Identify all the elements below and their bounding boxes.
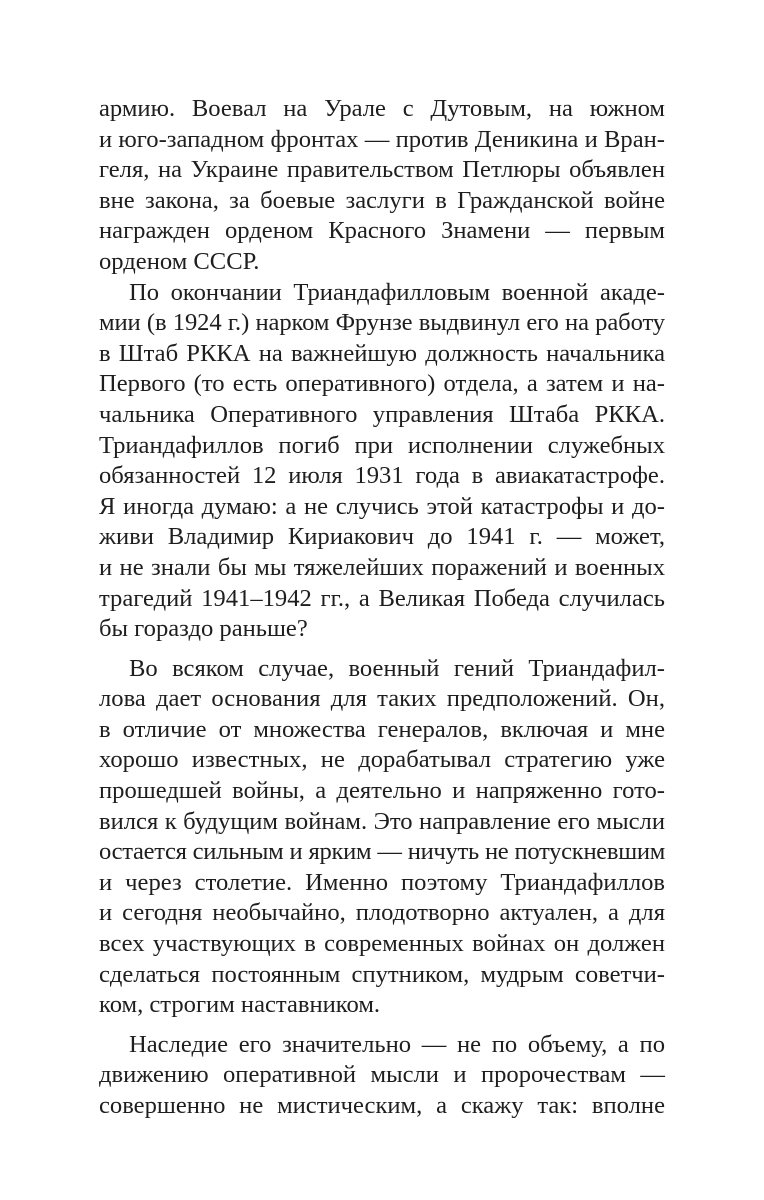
text-line: вне закона, за боевые заслуги в Гражданской войне [99,186,665,214]
book-page-text [99,94,665,1122]
text-line: остается сильным и ярким — ничуть не потускневшим [99,838,665,866]
text-line: живи Владимир Кириакович до 1941 г. — может, [99,523,665,551]
text-line: и сегодня необычайно, плодотворно актуален, а для [99,899,665,927]
paragraph-4 [99,1030,665,1122]
paragraph-1 [99,94,665,278]
text-line: геля, на Украине правительством Петлюры объявлен [99,156,665,184]
text-line: трагедий 1941–1942 гг., а Великая Победа случилась [99,584,665,612]
text-line: орденом СССР. [99,247,260,275]
text-line: ком, строгим наставником. [99,991,381,1019]
text-line: прошедшей войны, а деятельно и напряженно гото- [99,777,665,805]
text-line: Наследие его значительно — не по объему, а по [129,1030,665,1058]
text-line: обязанностей 12 июля 1931 года в авиакатастрофе. [99,462,665,490]
text-line: чальника Оперативного управления Штаба РККА. [99,400,665,428]
text-line: Триандафиллов погиб при исполнении служебных [99,431,665,459]
text-line: вился к будущим войнам. Это направление его мысли [99,807,665,835]
text-line: совершенно не мистическим, а скажу так: вполне [99,1092,665,1119]
text-line: Во всяком случае, военный гений Триандафил- [129,654,665,682]
text-line: сделаться постоянным спутником, мудрым советчи- [99,960,665,988]
text-line: и не знали бы мы тяжелейших поражений и военных [99,553,665,581]
text-line: в Штаб РККА на важнейшую должность начальника [99,339,665,367]
text-line: лова дает основания для таких предположений. Он, [99,685,665,713]
text-line: в отличие от множества генералов, включая и мне [99,715,665,743]
paragraph-2 [99,278,665,645]
text-line: всех участвующих в современных войнах он должен [99,930,665,958]
text-line: и юго-западном фронтах — против Деникина и Вран- [99,125,665,153]
text-line: мии (в 1924 г.) нарком Фрунзе выдвинул его на работу [99,309,665,337]
text-line: движению оперативной мысли и пророчествам — [99,1061,665,1089]
text-line: армию. Воевал на Урале с Дутовым, на южном [99,95,665,122]
text-line: Я иногда думаю: а не случись этой катастрофы и до- [99,492,665,520]
text-line: бы гораздо раньше? [99,615,308,643]
text-line: Первого (то есть оперативного) отдела, а затем и на- [99,370,665,398]
paragraph-3 [99,654,665,1021]
text-line: хорошо известных, не дорабатывал стратегию уже [99,746,665,774]
text-line: и через столетие. Именно поэтому Триандафиллов [99,868,665,896]
text-line: награжден орденом Красного Знамени — первым [99,217,665,245]
text-line: По окончании Триандафилловым военной акаде- [129,278,665,306]
